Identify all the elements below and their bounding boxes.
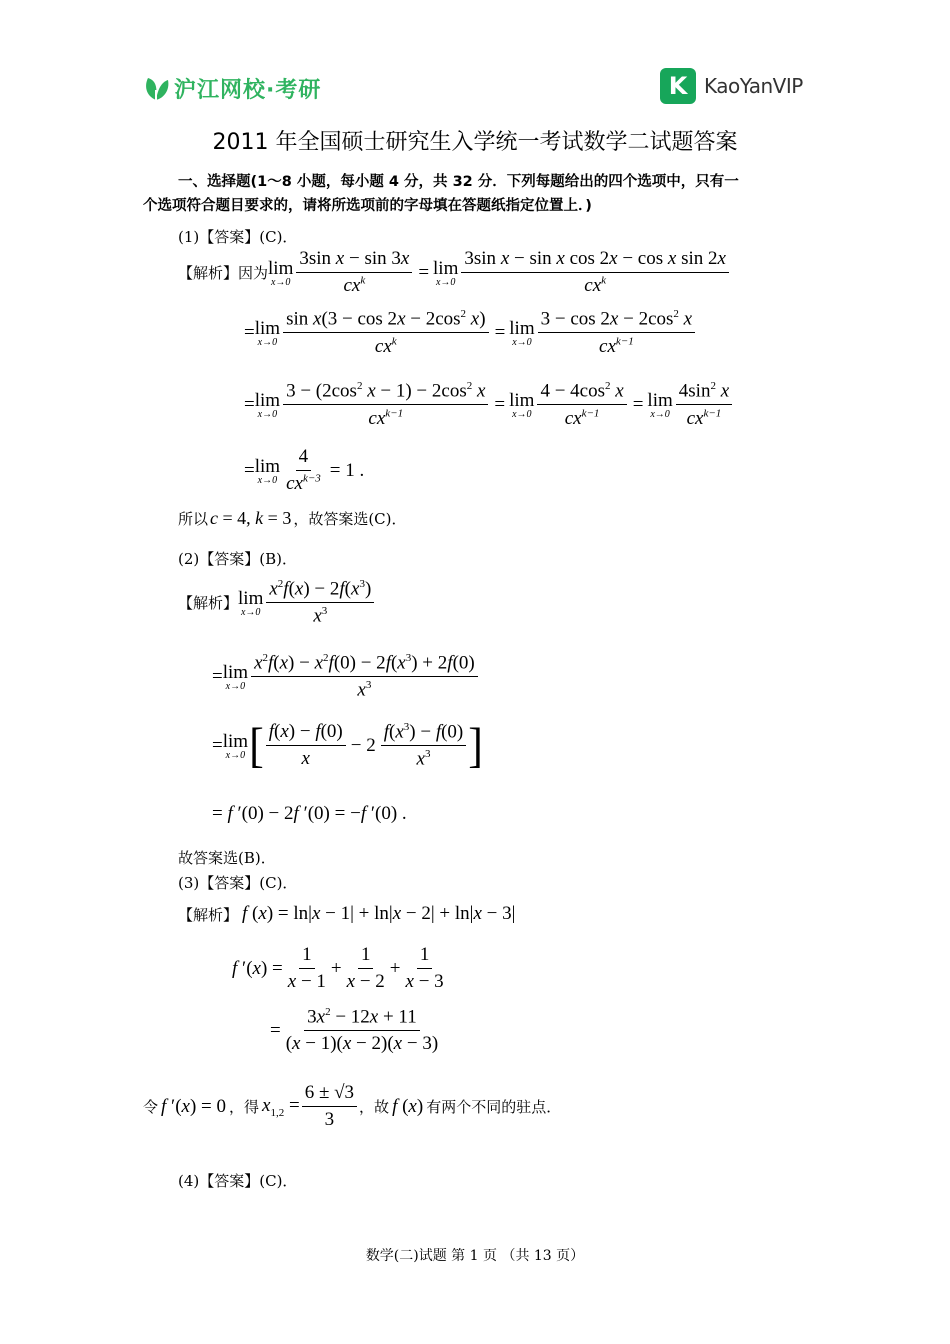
leaf-icon — [142, 74, 170, 102]
kaoyanvip-text: KaoYanVIP — [704, 74, 803, 98]
q3-step3: = $\frac{3x^2 - 12x + 11}{(x - 1)(x - 2)(x - 3)}$ — [270, 1006, 439, 1055]
hujiang-logo-text: 沪江网校·考研 — [174, 77, 322, 103]
q1-step3: = lim x→0 $\frac{3 - (2\cos^2 x - 1) - 2\cos^2 x}{cx^{k-1}}$ = lim x→0 $\frac{4 - 4\cos^2 x}{cx^{k-1}}$ = lim x→0 $\frac{4\sin^2 x}{cx^{k-1}}$ — [244, 380, 734, 430]
q3-answer: (3)【答案】(C)． — [178, 874, 298, 892]
hujiang-logo — [142, 73, 321, 103]
q1-step4: = lim x→0 $\frac{4}{cx^{k-3}}$ = 1 . — [244, 446, 365, 495]
section-heading-line2: 个选项符合题目要求的，请将所选项前的字母填在答题纸指定位置上．) — [143, 198, 592, 214]
q4-answer: (4)【答案】(C)． — [178, 1172, 298, 1190]
q3-conclusion: 令 f ′(x) = 0 ，得 $x_{1,2}$ = $\frac{6 \pm √3}{3}$ ，故 f (x) 有两个不同的驻点． — [143, 1082, 562, 1130]
q1-jiexi-label: 【解析】因为 — [178, 266, 269, 283]
q2-step1: 【解析】 lim x→0 $\frac{x^2f(x) - 2f(x^3)}{x^3}$ — [178, 578, 376, 628]
q3-step1: 【解析】 f (x) = ln|x − 1| + ln|x − 2| + ln|x − 3| — [178, 903, 516, 924]
q2-step2: = lim x→0 $\frac{x^2f(x) - x^2f(0) - 2f(x^3) + 2f(0)}{x^3}$ — [212, 652, 480, 702]
kaoyan-k-icon: K — [660, 68, 696, 104]
q2-answer: (2)【答案】(B)． — [178, 550, 297, 568]
q2-step4: = f ′(0) − 2f ′(0) = −f ′(0) . — [212, 803, 407, 824]
q2-conclusion: 故答案选(B)． — [178, 849, 276, 867]
page-footer: 数学(二)试题 第 1 页 （共 13 页） — [365, 1248, 585, 1264]
section-heading-line1: 一、选择题(1～8 小题，每小题 4 分，共 32 分．下列每题给出的四个选项中，只有一 — [178, 174, 739, 190]
q1-step1: 【解析】因为 lim x→0 $\frac{\text{3sin x − sin 3x}}{cx^k}$ = lim x→0 $\frac{\text{3sin x − sin x cos 2x − cos x sin 2x}}{cx^k}$ — [178, 248, 731, 297]
kaoyanvip-logo — [660, 66, 803, 106]
q1-conclusion: 所以 c = 4, k = 3 ，故答案选(C)． — [178, 508, 407, 528]
q2-step3: = lim x→0 [ $\frac{f(x) - f(0)}{x}$ − 2 $\frac{f(x^3) - f(0)}{x^3}$ ] — [212, 718, 483, 773]
page-title: 2011 年全国硕士研究生入学统一考试数学二试题答案 — [212, 130, 738, 155]
q1-step2: = lim x→0 $\frac{\sin x(3 - \cos 2x - 2\cos^2 x)}{cx^k}$ = lim x→0 $\frac{3 - \cos 2x - 2\cos^2 x}{cx^{k-1}}$ — [244, 308, 697, 358]
q3-step2: f ′(x) = $\frac{1}{x - 1}$ + $\frac{1}{x - 2}$ + $\frac{1}{x - 3}$ — [232, 944, 444, 992]
q1-answer: (1)【答案】(C)． — [178, 228, 298, 246]
